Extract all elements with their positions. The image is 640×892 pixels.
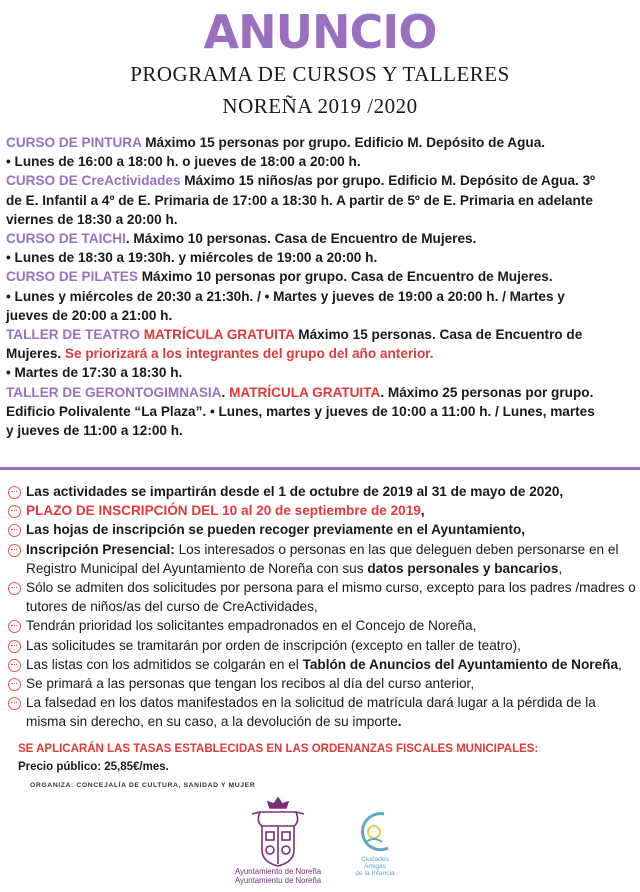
info-item: Las listas con los admitidos se colgarán en el Tablón de Anuncios del Ayuntamiento de Noreña, bbox=[8, 655, 638, 674]
course-name: CURSO DE CreActividades bbox=[6, 173, 181, 189]
logo-text: Ayuntamientu de Noreña bbox=[234, 875, 322, 885]
course-taichi bbox=[6, 229, 606, 248]
info-item: La falsedad en los datos manifestados en la solicitud de matrícula dará lugar a la pérdida de la misma sin derecho, en su caso, a la devolución de su importe. bbox=[8, 693, 638, 731]
logo-text: de la Infancia bbox=[355, 870, 395, 878]
course-separator: . bbox=[221, 384, 230, 400]
logo-text: Amigas bbox=[364, 863, 386, 871]
section-divider bbox=[0, 467, 640, 470]
fees-title: SE APLICARÁN LAS TASAS ESTABLECIDAS EN LAS ORDENANZAS FISCALES MUNICIPALES: bbox=[18, 743, 539, 755]
bullet-icon bbox=[8, 659, 21, 672]
priority-note: Se priorizará a los integrantes del grupo del año anterior. bbox=[61, 346, 434, 362]
fees-price: Precio público: 25,85€/mes. bbox=[18, 761, 169, 773]
page-subtitle: PROGRAMA DE CURSOS Y TALLERES bbox=[130, 62, 510, 86]
info-item: Las hojas de inscripción se pueden recoger previamente en el Ayuntamiento, bbox=[8, 520, 638, 539]
course-creactividades bbox=[6, 171, 606, 229]
course-pilates bbox=[6, 267, 606, 286]
course-schedule: • Martes de 17:30 a 18:30 h. bbox=[6, 365, 183, 381]
course-gerontogimnasia bbox=[6, 383, 606, 441]
bullet-icon bbox=[8, 582, 21, 595]
course-desc: Máximo 15 personas. Casa de Encuentro de Mujeres. bbox=[6, 327, 583, 362]
course-desc: . Máximo 25 personas por grupo. Edificio Polivalente “La Plaza”. • Lunes, martes y jueves de 10:00 a 11:00 h. / Lunes, martes y jueves de 11:00 a 12:00 h. bbox=[6, 384, 595, 439]
ciudades-amigas-icon bbox=[354, 808, 396, 856]
ayuntamiento-logo bbox=[232, 796, 324, 885]
info-list bbox=[8, 482, 638, 732]
course-schedule: • Lunes de 18:30 a 19:30h. y miércoles de 19:00 a 20:00 h. bbox=[6, 250, 378, 266]
course-name: CURSO DE PINTURA bbox=[6, 135, 142, 150]
course-name: CURSO DE PILATES bbox=[6, 269, 138, 285]
info-item: PLAZO DE INSCRIPCIÓN DEL 10 al 20 de septiembre de 2019, bbox=[8, 501, 638, 520]
bullet-icon bbox=[8, 505, 21, 518]
bullet-icon bbox=[8, 678, 21, 691]
info-item: Sólo se admiten dos solicitudes por persona para el mismo curso, excepto para los padres /madres o tutores de niños/as del curso de CreActividades, bbox=[8, 578, 638, 616]
course-name: TALLER DE GERONTOGIMNASIA bbox=[6, 384, 222, 400]
info-item: Tendrán prioridad los solicitantes empadronados en el Concejo de Noreña, bbox=[8, 616, 638, 635]
ciudades-amigas-logo bbox=[350, 808, 400, 878]
bullet-icon bbox=[8, 620, 21, 633]
info-item: Se primará a las personas que tengan los recibos al día del curso anterior, bbox=[8, 674, 638, 693]
bullet-icon bbox=[8, 524, 21, 537]
page-title: ANUNCIO bbox=[203, 5, 437, 59]
course-schedule: • Lunes y miércoles de 20:30 a 21:30h. / • Martes y jueves de 19:00 a 20:00 h. / Martes y jueves de 20:00 a 21:00 h. bbox=[6, 288, 565, 323]
bullet-icon bbox=[8, 486, 21, 499]
info-item: Las solicitudes se tramitarán por orden de inscripción (excepto en taller de teatro), bbox=[8, 636, 638, 655]
bullet-icon bbox=[8, 640, 21, 653]
course-list bbox=[6, 133, 606, 440]
course-desc: . Máximo 10 personas. Casa de Encuentro de Mujeres. bbox=[125, 231, 477, 247]
logo-text: Ayuntamiento de Noreña bbox=[234, 867, 322, 876]
fees-block bbox=[18, 740, 618, 776]
info-item: Inscripción Presencial: Los interesados o personas en las que deleguen deben personarse en el Registro Municipal del Ayuntamiento de Noreña con sus datos personales y bancarios, bbox=[8, 540, 638, 578]
coat-of-arms-icon bbox=[248, 796, 308, 868]
bullet-icon bbox=[8, 697, 21, 710]
free-badge: MATRÍCULA GRATUITA bbox=[229, 384, 381, 400]
organizer-line: ORGANIZA: CONCEJALÍA DE CULTURA, SANIDAD Y MUJER bbox=[30, 782, 256, 789]
logo-text: Ciudades bbox=[361, 856, 389, 863]
info-item: Las actividades se impartirán desde el 1 de octubre de 2019 al 31 de mayo de 2020, bbox=[8, 482, 638, 501]
course-desc: Máximo 15 niños/as por grupo. Edificio M. Depósito de Agua. 3º de E. Infantil a 4º de E. Primaria de 17:00 a 18:30 h. A partir de 5º de E. Primaria en adelante viernes de 18:30 a 20:00 h. bbox=[6, 173, 596, 227]
course-desc: Máximo 10 personas por grupo. Casa de Encuentro de Mujeres. bbox=[137, 269, 553, 285]
course-name: TALLER DE TEATRO bbox=[6, 327, 140, 343]
page-year: NOREÑA 2019 /2020 bbox=[222, 94, 418, 118]
course-pintura bbox=[6, 133, 606, 152]
course-desc: Máximo 15 personas por grupo. Edificio M. Depósito de Agua. bbox=[141, 135, 546, 150]
course-name: CURSO DE TAICHI bbox=[6, 231, 126, 247]
free-badge: MATRÍCULA GRATUITA bbox=[139, 327, 295, 343]
bullet-icon bbox=[8, 544, 21, 557]
registration-period: PLAZO DE INSCRIPCIÓN DEL 10 al 20 de septiembre de 2019 bbox=[26, 503, 421, 519]
course-schedule: • Lunes de 16:00 a 18:00 h. o jueves de 18:00 a 20:00 h. bbox=[6, 154, 361, 170]
course-teatro bbox=[6, 325, 606, 363]
